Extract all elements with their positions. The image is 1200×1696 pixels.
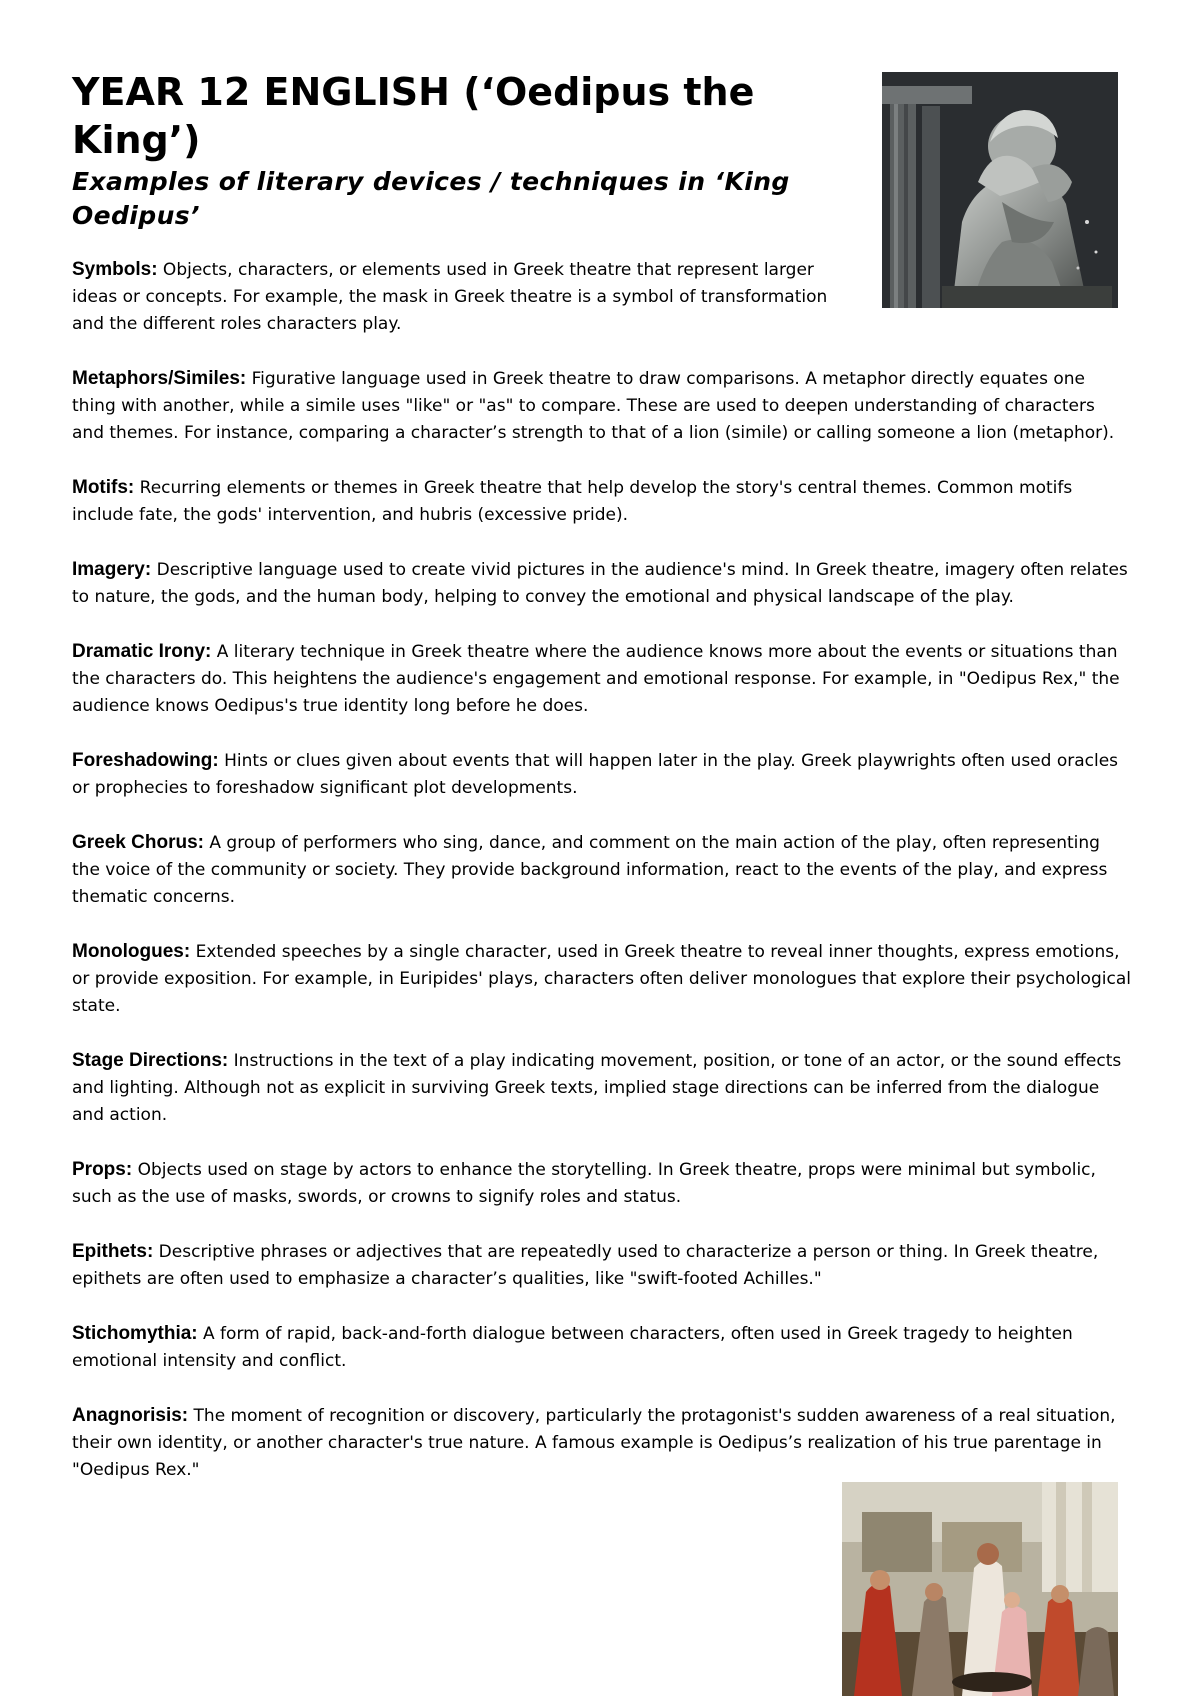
term-definition: Descriptive phrases or adjectives that are repeatedly used to characterize a person or thing. In Greek theatre, epithets are often used to emphasize a character’s qualities, like "swift-footed Achilles." [72, 1242, 1099, 1289]
term-definition: Instructions in the text of a play indicating movement, position, or tone of an actor, or the sound effects and lighting. Although not as explicit in surviving Greek texts, implied stage directions can be inferred from the dialogue and action. [72, 1051, 1122, 1125]
term-definition: Hints or clues given about events that will happen later in the play. Greek playwrights often used oracles or prophecies to foreshadow significant plot developments. [72, 751, 1119, 798]
term-name: Metaphors/Similes: [72, 368, 247, 389]
list-item [72, 1156, 1132, 1211]
term-definition: Descriptive language used to create vivid pictures in the audience's mind. In Greek theatre, imagery often relates to nature, the gods, and the human body, helping to convey the emotional and physical landscape of the play. [72, 560, 1128, 607]
term-name: Props: [72, 1159, 133, 1180]
term-definition: The moment of recognition or discovery, particularly the protagonist's sudden awareness of a real situation, their own identity, or another character's true nature. A famous example is Oedipus’s realization of his true parentage in "Oedipus Rex." [72, 1406, 1116, 1480]
term-name: Monologues: [72, 941, 191, 962]
list-item [72, 638, 1132, 720]
term-name: Motifs: [72, 477, 135, 498]
list-item [72, 1320, 1132, 1375]
document-title: YEAR 12 ENGLISH (‘Oedipus the King’) [72, 70, 755, 162]
painting-image [842, 1482, 1118, 1696]
list-item [72, 256, 862, 338]
term-name: Imagery: [72, 559, 152, 580]
list-item [72, 1238, 1132, 1293]
document-subtitle: Examples of literary devices / techniques in ‘King Oedipus’ [72, 167, 790, 230]
term-name: Stage Directions: [72, 1050, 229, 1071]
list-item [72, 747, 1132, 802]
list-item [72, 829, 1132, 911]
term-name: Dramatic Irony: [72, 641, 212, 662]
term-definition: Extended speeches by a single character, used in Greek theatre to reveal inner thoughts, express emotions, or provide exposition. For example, in Euripides' plays, characters often deliver monologues that explore their psychological state. [72, 942, 1131, 1016]
term-definition: Figurative language used in Greek theatre to draw comparisons. A metaphor directly equates one thing with another, while a simile uses "like" or "as" to compare. These are used to deepen understanding of characters and themes. For instance, comparing a character’s strength to that of a lion (simile) or calling someone a lion (metaphor). [72, 369, 1115, 443]
literary-devices-list [72, 256, 1132, 1511]
painting-illustration [842, 1482, 1118, 1696]
term-name: Greek Chorus: [72, 832, 204, 853]
term-definition: Objects used on stage by actors to enhance the storytelling. In Greek theatre, props were minimal but symbolic, such as the use of masks, swords, or crowns to signify roles and status. [72, 1160, 1096, 1207]
list-item [72, 556, 1132, 611]
term-definition: A literary technique in Greek theatre where the audience knows more about the events or situations than the characters do. This heightens the audience's engagement and emotional response. For example, in "Oedipus Rex," the audience knows Oedipus's true identity long before he does. [72, 642, 1120, 716]
list-item [72, 938, 1132, 1020]
term-definition: A form of rapid, back-and-forth dialogue between characters, often used in Greek tragedy to heighten emotional intensity and conflict. [72, 1324, 1073, 1371]
term-name: Stichomythia: [72, 1323, 198, 1344]
term-definition: Objects, characters, or elements used in Greek theatre that represent larger ideas or concepts. For example, the mask in Greek theatre is a symbol of transformation and the different roles characters play. [72, 260, 828, 334]
term-name: Epithets: [72, 1241, 154, 1262]
list-item [72, 1402, 1132, 1484]
term-definition: Recurring elements or themes in Greek theatre that help develop the story's central themes. Common motifs include fate, the gods' intervention, and hubris (excessive pride). [72, 478, 1073, 525]
term-definition: A group of performers who sing, dance, and comment on the main action of the play, often representing the voice of the community or society. They provide background information, react to the events of the play, and express thematic concerns. [72, 833, 1108, 907]
list-item [72, 1047, 1132, 1129]
term-name: Symbols: [72, 259, 158, 280]
term-name: Foreshadowing: [72, 750, 219, 771]
list-item [72, 365, 1132, 447]
list-item [72, 474, 1132, 529]
term-name: Anagnorisis: [72, 1405, 189, 1426]
